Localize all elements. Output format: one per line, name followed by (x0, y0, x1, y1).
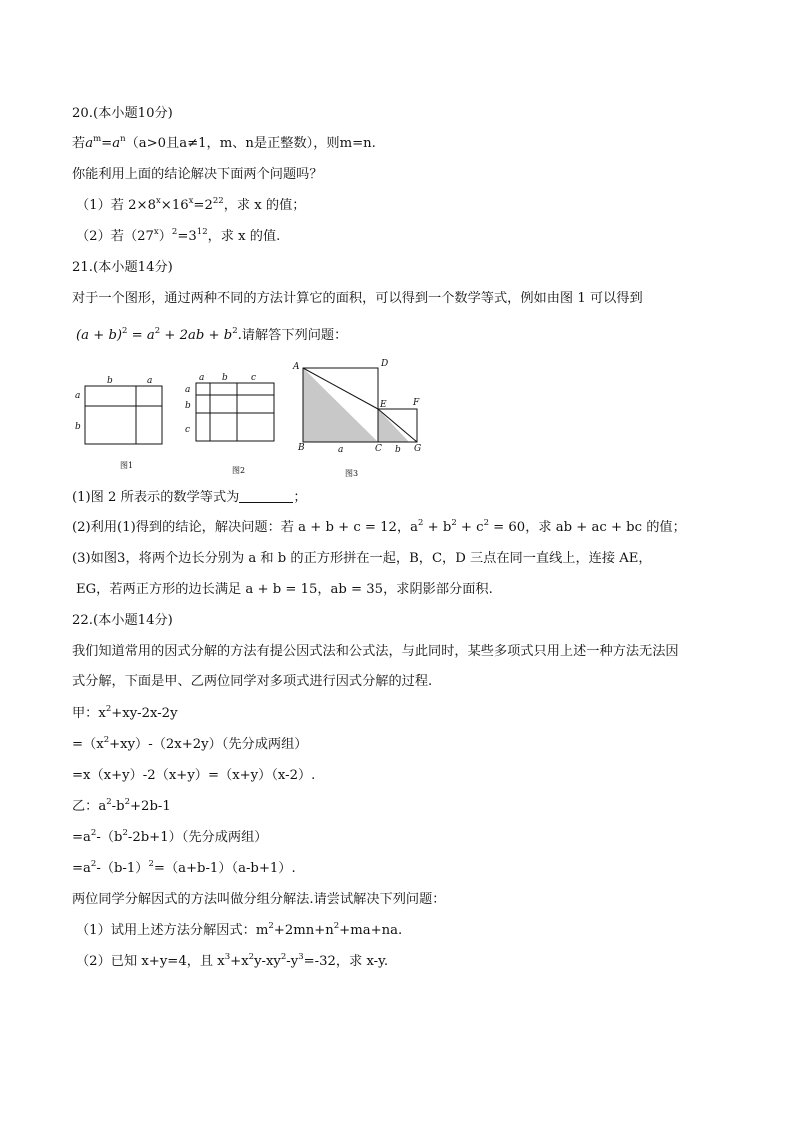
q22-jia-step2: $=(x^2+xy)-(2x+2y)$（先分成两组） (72, 735, 308, 752)
fig3-label-G: G (414, 444, 422, 454)
fig1-label-left-b: b (75, 422, 81, 432)
q21-heading: 21.(本小题14分) (72, 260, 173, 275)
q20-premise: 若$a^m=a^n(a>0$且a≠1，m、n是正整数），则m=n. (72, 134, 376, 151)
fig3-label-F: F (413, 398, 420, 408)
q20-part1: （1）若 $2\times 8^x\times 16^x=2^{22}$，求 x 的值； (76, 196, 306, 213)
fig3-label-B: B (298, 443, 305, 453)
q20-part2: （2）若$(27^x)^2=3^{12}$，求 x 的值. (76, 227, 281, 244)
fig3-label-D: D (381, 359, 389, 369)
figure-2 (185, 373, 274, 475)
fig3-label-A: A (293, 362, 300, 372)
fig3-caption: 图3 (345, 469, 359, 478)
q22-intro-line2: 式分解，下面是甲、乙两位同学对多项式进行因式分解的过程. (72, 674, 433, 689)
fig3-label-C: C (375, 444, 382, 454)
fig1-caption: 图1 (120, 461, 134, 470)
q21-part2: (2)利用(1)得到的结论，解决问题：若 a + b + c = 12，$a^2 + b^2 + c^2 = 60$，求 ab + ac + bc 的值； (72, 518, 686, 535)
fig3-shaded-triangle-2 (378, 409, 409, 442)
q22-part1: （1）试用上述方法分解因式：$m^2+2mn+n^2+ma+na$. (76, 921, 403, 938)
fig2-label-left-c: c (185, 425, 191, 435)
figure-1 (75, 376, 162, 470)
fig2-label-top-c: c (251, 373, 257, 383)
fig3-shaded-triangle-1 (303, 368, 378, 442)
fig2-label-left-a: a (185, 385, 191, 395)
q22-yi-step3: $=a^2-(b-1)^2=(a+b-1)(a-b+1)$. (72, 859, 296, 876)
q22-part2: （2）已知 x+y=4，且 $x^3+x^2y-xy^2-y^3=-32$，求 x-y. (76, 952, 389, 969)
fig2-caption: 图2 (232, 466, 246, 475)
q22-heading: 22.(本小题14分) (72, 613, 173, 628)
q20-heading: 20.(本小题10分) (72, 106, 173, 121)
q21-intro: 对于一个图形，通过两种不同的方法计算它的面积，可以得到一个数学等式，例如由图 1 可以得到 (72, 291, 643, 306)
q22-jia-step3: =x（x+y）-2（x+y）=（x+y）（x-2）. (72, 768, 316, 783)
q22-yi-step2: $=a^2-(b^2-2b+1)$（先分成两组） (72, 828, 268, 845)
answer-blank[interactable] (239, 490, 293, 503)
q21-part3-line1: (3)如图3，将两个边长分别为 a 和 b 的正方形拼在一起，B，C，D 三点在同一直线上，连接 AE， (72, 551, 652, 566)
fig3-label-E: E (380, 400, 387, 410)
figure-3 (292, 359, 421, 478)
q21-part3-line2: EG，若两正方形的边长满足 a + b = 15，ab = 35，求阴影部分面积. (76, 582, 493, 597)
q21-formula: $(a + b)^2 = a^2 + 2ab + b^2$.请解答下列问题： (76, 326, 348, 343)
q20-question: 你能利用上面的结论解决下面两个问题吗？ (72, 167, 323, 182)
fig1-label-top-b: b (107, 376, 113, 386)
fig1-outer-square (85, 386, 162, 444)
fig3-label-side-a: a (338, 445, 344, 455)
q22-summary: 两位同学分解因式的方法叫做分组分解法.请尝试解决下列问题： (72, 892, 446, 907)
fig1-label-top-a: a (147, 376, 153, 386)
q21-figures (0, 350, 794, 490)
q21-part1: (1)图 2 所表示的数学等式为 ； (72, 490, 307, 505)
q22-jia-step1: 甲：$x^2+xy-2x-2y$ (72, 704, 178, 721)
fig2-label-top-a: a (199, 373, 205, 383)
fig2-label-top-b: b (222, 373, 228, 383)
fig2-label-left-b: b (185, 401, 191, 411)
fig2-outer-rect (196, 383, 274, 441)
q22-yi-step1: 乙：$a^2-b^2+2b-1$ (72, 797, 171, 814)
fig3-label-side-b: b (395, 445, 401, 455)
fig1-label-left-a: a (75, 391, 81, 401)
q22-intro-line1: 我们知道常用的因式分解的方法有提公因式法和公式法，与此同时，某些多项式只用上述一种方法无法因 (72, 644, 679, 659)
